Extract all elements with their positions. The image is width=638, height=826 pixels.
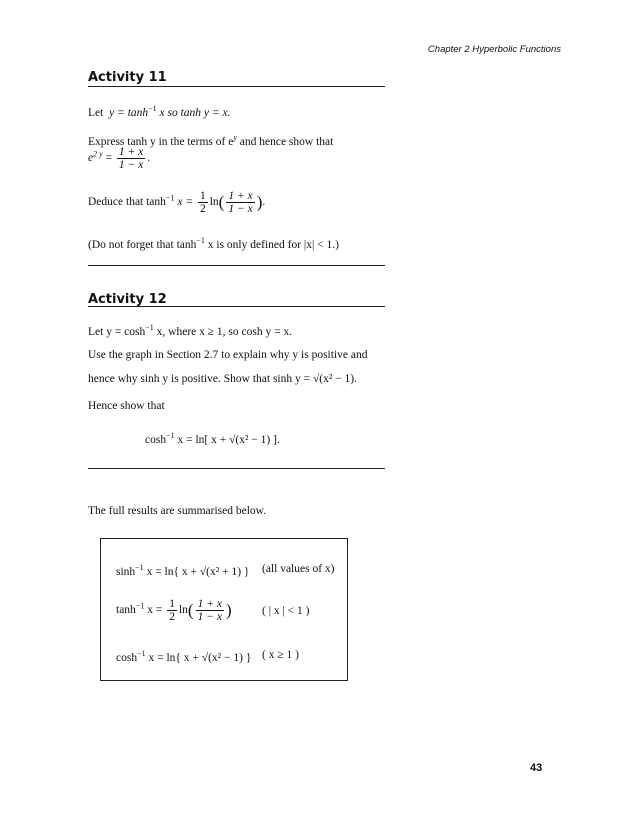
activity-11-let: Let $y = \tanh^{-1} x$ so tanh y = x. [88,104,231,119]
equation-e2y: $e^{2 y}$ = $\frac{1 + x}{1 - x}$ . [88,146,151,171]
activity-12-use-graph: Use the graph in Section 2.7 to explain why y is positive and [88,349,368,361]
summary-cond-sinh: (all values of x) [262,563,335,575]
activity-12-result: $\cosh^{-1} x = \ln$[ x + √(x² − 1) ]. [145,431,280,446]
activity-11-deduce: Deduce that $\tanh^{-1} x$ = $\frac{1}{2}$ ln( $\frac{1 + x}{1 - x}$ ). [88,190,266,215]
chapter-header: Chapter 2 Hyperbolic Functions [427,44,561,55]
summary-row-tanh: $\tanh^{-1} x$ = $\frac{1}{2}$ ln( $\frac{1 + x}{1 - x}$ ) [116,598,232,623]
activity-12-let: Let $y = \cosh^{-1} x$, where x ≥ 1, so cosh y = x. [88,323,293,338]
activity-12-title: Activity 12 [88,292,167,307]
page-number: 43 [530,762,543,774]
activity-11-express: Express tanh y in the terms of $e^y$ and hence show that [88,133,334,148]
activity-11-note: (Do not forget that $\tanh^{-1} x$ is only defined for |x| < 1.) [88,236,339,251]
activity-12-hence-sinh: hence why sinh y is positive. Show that sinh y = √(x² − 1). [88,373,358,385]
activity-12-end-rule [88,468,385,469]
activity-11-rule [88,86,385,87]
activity-12-rule [88,306,385,307]
summary-row-cosh: $\cosh^{-1} x = \ln${ x + √(x² − 1) } [116,649,252,664]
summary-row-sinh: $\sinh^{-1} x = \ln${ x + √(x² + 1) } [116,563,250,578]
activity-11-title: Activity 11 [88,70,167,85]
activity-12-hence-show: Hence show that [88,400,165,412]
activity-11-end-rule [88,265,385,266]
summary-cond-tanh: ( | x | < 1 ) [262,605,310,617]
summary-cond-cosh: ( x ≥ 1 ) [262,649,299,661]
summary-intro: The full results are summarised below. [88,505,267,517]
